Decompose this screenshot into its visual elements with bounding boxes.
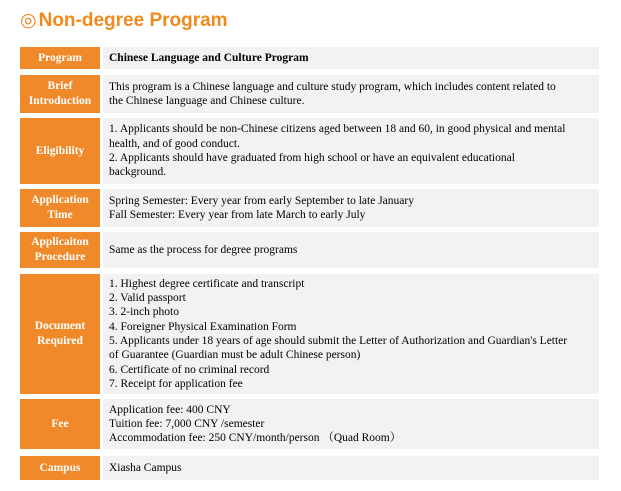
label-application-time: Application Time	[20, 189, 100, 227]
value-fee	[103, 399, 599, 449]
program-name: Chinese Language and Culture Program	[109, 51, 309, 64]
brief-line: the Chinese language and Chinese culture.	[109, 95, 305, 107]
label-program: Program	[20, 47, 100, 69]
value-campus	[103, 456, 599, 480]
campus-text: Xiasha Campus	[109, 461, 182, 474]
value-application-time	[103, 189, 599, 227]
application-time-line: Spring Semester: Every year from early September to late January	[109, 194, 414, 207]
fee-line: Tuition fee: 7,000 CNY /semester	[109, 417, 265, 430]
row-program	[20, 47, 599, 69]
document-line: 2. Valid passport	[109, 292, 186, 305]
title-mark-icon: ◎	[20, 10, 37, 31]
document-line: 7. Receipt for application fee	[109, 377, 243, 390]
page-title-text: Non-degree Program	[38, 10, 228, 31]
label-eligibility: Eligibility	[20, 118, 100, 184]
value-application-procedure	[103, 232, 599, 268]
label-document-required: Document Required	[20, 274, 100, 394]
application-time-line: Fall Semester: Every year from late March to early July	[109, 209, 366, 221]
document-line: 3. 2-inch photo	[109, 306, 179, 319]
brief-line: This program is a Chinese language and culture study program, which includes content related to	[109, 80, 556, 93]
label-brief-introduction: Brief Introduction	[20, 75, 100, 113]
label-fee: Fee	[20, 399, 100, 449]
row-campus	[20, 456, 599, 480]
value-brief-introduction	[103, 75, 599, 113]
document-line: 4. Foreigner Physical Examination Form	[109, 320, 297, 333]
row-application-procedure	[20, 232, 599, 268]
document-line: 1. Highest degree certificate and transcript	[109, 277, 305, 290]
row-fee	[20, 399, 599, 449]
row-eligibility	[20, 118, 599, 184]
label-application-procedure: Applicaiton Procedure	[20, 232, 100, 268]
fee-line: Application fee: 400 CNY	[109, 403, 231, 416]
document-line: 6. Certificate of no criminal record	[109, 363, 270, 376]
row-document-required	[20, 274, 599, 394]
value-document-required	[103, 274, 599, 394]
value-eligibility	[103, 118, 599, 184]
document-line: 5. Applicants under 18 years of age should submit the Letter of Authorization and Guardian's Letter	[109, 335, 568, 347]
fee-line: Accommodation fee: 250 CNY/month/person （Quad Room）	[109, 432, 402, 445]
page-title	[20, 9, 228, 32]
eligibility-line: background.	[109, 166, 167, 179]
document-line: of Guarantee (Guardian must be adult Chinese person)	[109, 349, 361, 362]
value-program	[103, 47, 599, 69]
label-campus: Campus	[20, 456, 100, 480]
eligibility-line: health, and of good conduct.	[109, 137, 240, 150]
row-brief-introduction	[20, 75, 599, 113]
procedure-text: Same as the process for degree programs	[109, 243, 298, 256]
row-application-time	[20, 189, 599, 227]
eligibility-line: 1. Applicants should be non-Chinese citizens aged between 18 and 60, in good physical and mental	[109, 123, 566, 136]
eligibility-line: 2. Applicants should have graduated from high school or have an equivalent educational	[109, 152, 515, 164]
